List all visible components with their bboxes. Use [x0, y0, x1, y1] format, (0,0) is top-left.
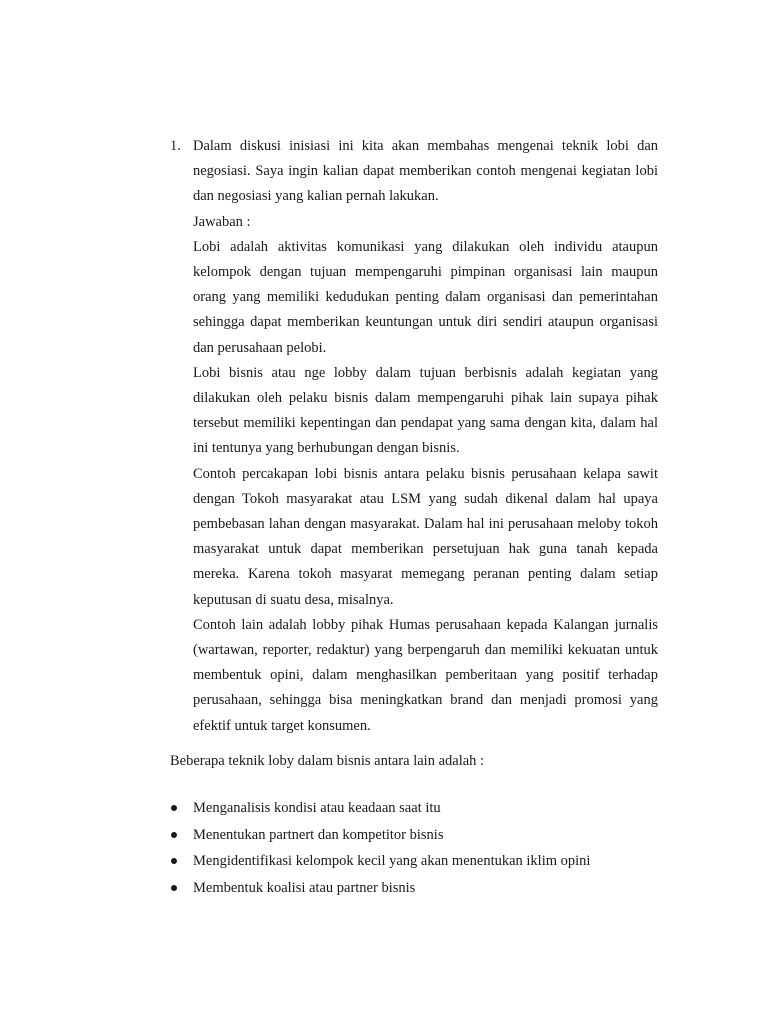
bullet-icon — [171, 885, 177, 891]
list-item — [170, 848, 658, 875]
question-paragraph: Dalam diskusi inisiasi ini kita akan membahas mengenai teknik lobi dan negosiasi. Saya ingin kalian dapat memberikan contoh mengenai kegiatan lobi dan negosiasi yang kalian pernah lakukan. — [193, 138, 658, 205]
answer-paragraph-business-lobby: Lobi bisnis atau nge lobby dalam tujuan berbisnis adalah kegiatan yang dilakukan oleh pelaku bisnis dalam mempengaruhi pihak lain supaya pihak tersebut memiliki kepentingan dan pendapat yang sama dengan kita, dalam hal ini tentunya yang berhubungan dengan bisnis. — [193, 364, 658, 457]
answer-paragraph-example-journalists: Contoh lain adalah lobby pihak Humas perusahaan kepada Kalangan jurnalis (wartawan, reporter, redaktur) yang berpengaruh dan memiliki kekuatan untuk membentuk opini, dalam menghasilkan pemberitaan yang positif terhadap perusahaan, sehingga bisa meningkatkan brand dan menjadi promosi yang efektif untuk target konsumen. — [193, 616, 658, 734]
techniques-intro: Beberapa teknik loby dalam bisnis antara lain adalah : — [170, 753, 485, 769]
answer-paragraph-example-palm-oil: Contoh percakapan lobi bisnis antara pelaku bisnis perusahaan kelapa sawit dengan Tokoh masyarakat atau LSM yang sudah dikenal dalam hal upaya pembebasan lahan dengan masyarakat. Dalam hal ini perusahaan meloby tokoh masyarakat untuk dapat memberikan persetujuan hak guna tanah kepada mereka. Karena tokoh masyarat memegang peranan penting dalam setiap keputusan di suatu desa, misalnya. — [193, 465, 658, 608]
answer-label: Jawaban : — [193, 213, 251, 230]
list-item-text: Menganalisis kondisi atau keadaan saat itu — [193, 800, 441, 816]
bullet-icon — [171, 805, 177, 811]
bullet-icon — [171, 858, 177, 864]
answer-paragraph-definition: Lobi adalah aktivitas komunikasi yang dilakukan oleh individu ataupun kelompok dengan tujuan mempengaruhi pimpinan organisasi lain maupun orang yang memiliki kedudukan penting dalam organisasi dan pemerintahan sehingga dapat memberikan keuntungan untuk diri sendiri ataupun organisasi dan perusahaan pelobi. — [193, 238, 658, 356]
bullet-icon — [171, 832, 177, 838]
list-item-body — [193, 134, 658, 739]
list-item — [170, 795, 658, 822]
list-number: 1. — [170, 138, 181, 154]
list-item — [170, 822, 658, 849]
list-item — [170, 875, 658, 902]
techniques-list — [170, 795, 658, 901]
list-item-text: Membentuk koalisi atau partner bisnis — [193, 879, 416, 896]
list-item-text: Mengidentifikasi kelompok kecil yang akan menentukan iklim opini — [193, 853, 591, 869]
list-item-text: Menentukan partnert dan kompetitor bisnis — [193, 826, 444, 843]
